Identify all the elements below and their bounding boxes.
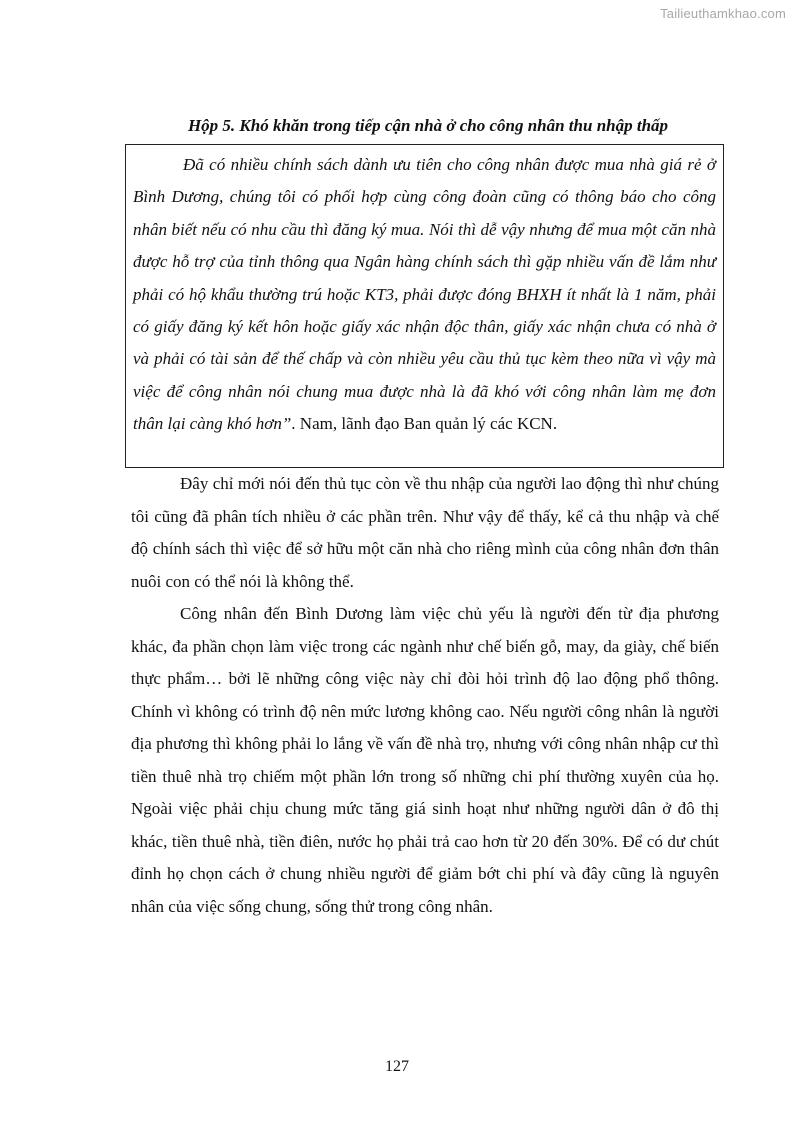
quote-source: . Nam, lãnh đạo Ban quản lý các KCN. — [291, 414, 558, 434]
box-title: Hộp 5. Khó khăn trong tiếp cận nhà ở cho công nhân thu nhập thấp — [187, 116, 669, 135]
body-text — [131, 468, 719, 923]
body-paragraph-1: Đây chỉ mới nói đến thủ tục còn về thu nhập của người lao động thì như chúng tôi cũng đã phân tích nhiều ở các phần trên. Như vậy để thấy, kể cả thu nhập và chế độ chính sách thì việc để sở hữu một căn nhà cho riêng mình của công nhân đơn thân nuôi con có thể nói là không thể. — [131, 474, 719, 591]
watermark: Tailieuthamkhao.com — [660, 6, 786, 21]
body-paragraph-2: Công nhân đến Bình Dương làm việc chủ yếu là người đến từ địa phương khác, đa phần chọn làm việc trong các ngành như chế biến gỗ, may, da giày, chế biến thực phẩm… bởi lẽ những công việc này chỉ đòi hỏi trình độ lao động phổ thông. Chính vì không có trình độ nên mức lương không cao. Nếu người công nhân là người địa phương thì không phải lo lắng về vấn đề nhà trọ, nhưng với công nhân nhập cư thì tiền thuê nhà trọ chiếm một phần lớn trong số những chi phí thường xuyên của họ. Ngoài việc phải chịu chung mức tăng giá sinh hoạt như những người dân ở đô thị khác, tiền thuê nhà, tiền điên, nước họ phải trả cao hơn từ 20 đến 30%. Để có dư chút đỉnh họ chọn cách ở chung nhiều người để giảm bớt chi phí và đây cũng là nguyên nhân của việc sống chung, sống thử trong công nhân. — [131, 604, 719, 916]
quote-paragraph — [133, 149, 716, 441]
quote-text: Đã có nhiều chính sách dành ưu tiên cho công nhân được mua nhà giá rẻ ở Bình Dương, chúng tôi có phối hợp cùng công đoàn cũng có thông báo cho công nhân biết nếu có nhu cầu thì đăng ký mua. Nói thì dễ vậy nhưng để mua một căn nhà được hỗ trợ của tỉnh thông qua Ngân hàng chính sách thì gặp nhiều vấn đề lắm như phải có hộ khẩu thường trú hoặc KT3, phải được đóng BHXH ít nhất là 1 năm, phải có giấy đăng ký kết hôn hoặc giấy xác nhận độc thân, giấy xác nhận chưa có nhà ở và phải có tài sản để thế chấp và còn nhiều yêu cầu thủ tục kèm theo nữa vì vậy mà việc để công nhân nói chung mua được nhà là đã khó với công nhân làm mẹ đơn thân lại càng khó hơn” — [133, 155, 716, 434]
page-number: 127 — [385, 1058, 409, 1075]
quote-box — [125, 144, 724, 468]
